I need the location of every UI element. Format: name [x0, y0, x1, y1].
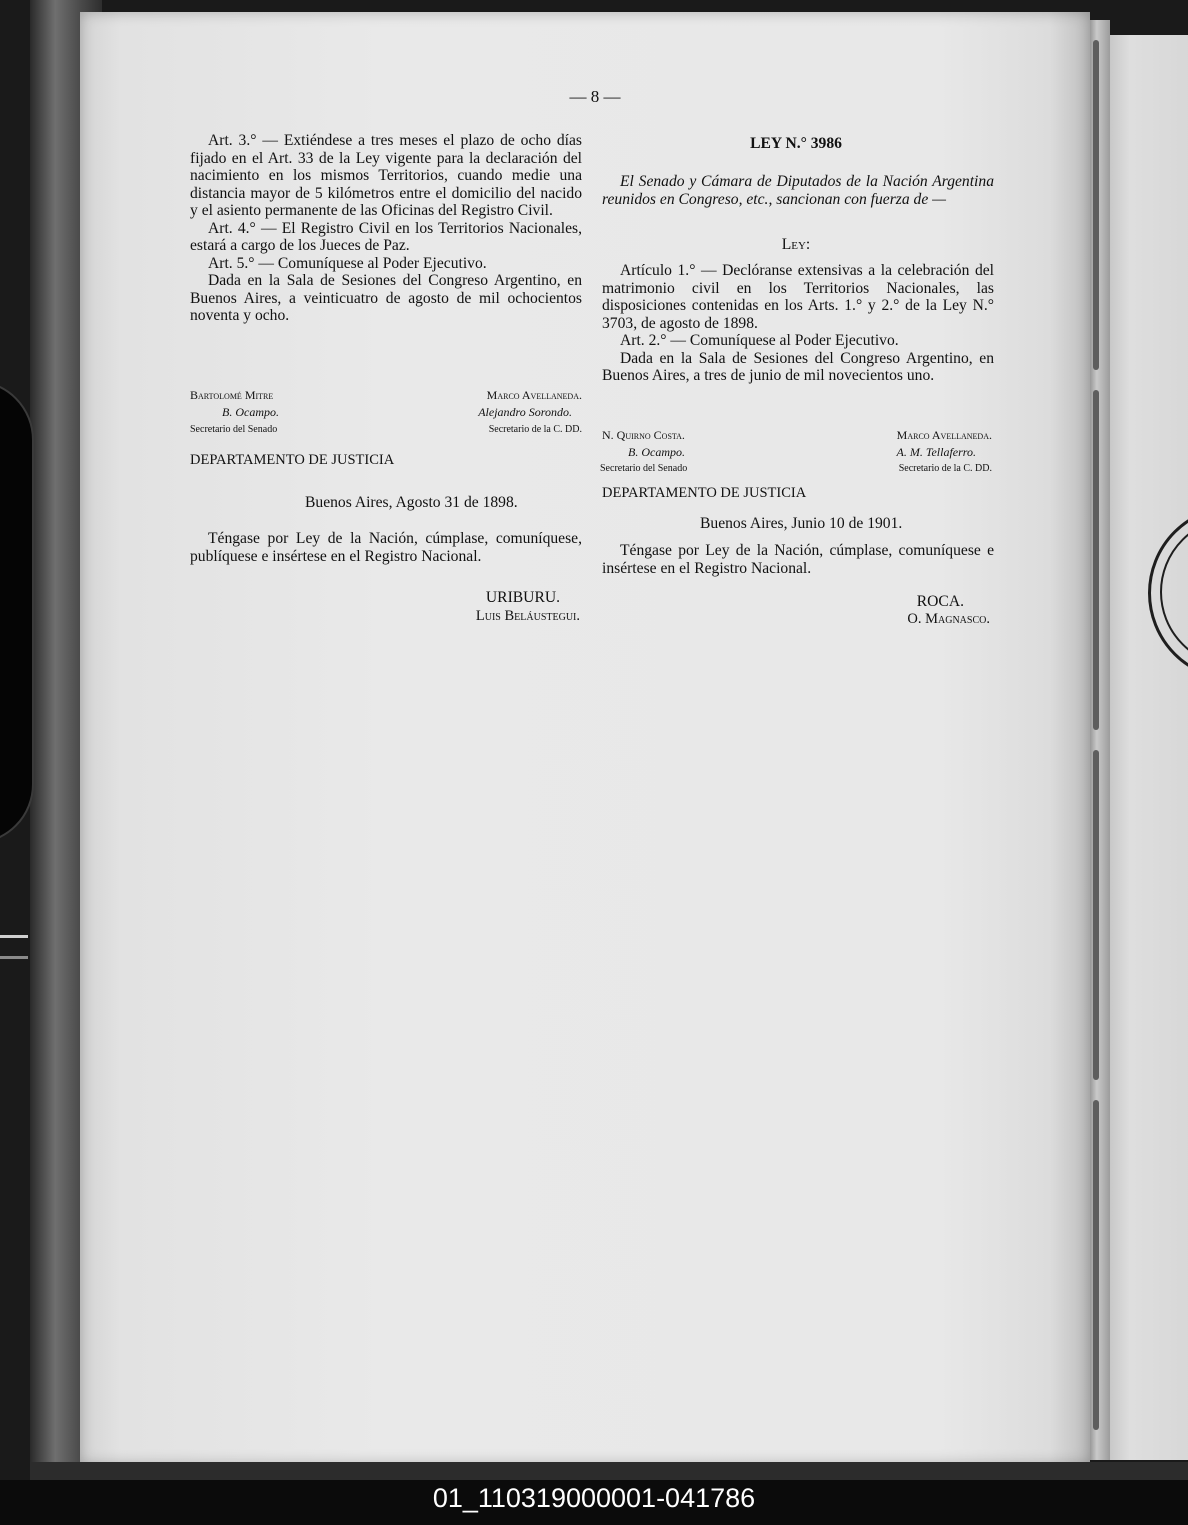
right-decree: Téngase por Ley de la Nación, cúmplase, comuníquese e insértese en el Registro Nacional. [602, 542, 994, 577]
right-signer-magnasco: O. Magnasco. [907, 611, 990, 627]
binding-stitch [1093, 390, 1099, 730]
right-signer-roca: ROCA. [916, 593, 964, 610]
facing-page-edge [1100, 35, 1188, 1460]
right-sig-left-secretary: B. Ocampo. [628, 445, 685, 459]
right-column-body [602, 262, 994, 385]
right-article-1: Artículo 1.° — Declóranse extensivas a la celebración del matrimonio civil en los Territorios Nacionales, las disposiciones contenidas en los Arts. 1.° y 2.° de la Ley N.° 3703, de agosto de 1898. [602, 262, 994, 332]
right-sig-right-secretary: A. M. Tellaferro. [896, 445, 976, 459]
left-sig-right-role: Secretario de la C. DD. [488, 424, 582, 435]
left-department: DEPARTAMENTO DE JUSTICIA [190, 452, 395, 468]
book-gutter [1088, 20, 1110, 1460]
right-sig-left-role: Secretario del Senado [600, 463, 688, 474]
law-title: LEY N.° 3986 [750, 135, 842, 152]
left-article-4: Art. 4.° — El Registro Civil en los Territorios Nacionales, estará a cargo de los Jueces de Paz. [190, 219, 582, 254]
right-article-2: Art. 2.° — Comuníquese al Poder Ejecutivo. [620, 332, 899, 349]
left-decree: Téngase por Ley de la Nación, cúmplase, comuníquese, publíquese e insértese en el Registro Nacional. [190, 530, 582, 565]
right-department: DEPARTAMENTO DE JUSTICIA [602, 485, 807, 501]
left-sig-right-secretary: Alejandro Sorondo. [478, 405, 572, 419]
left-sig-left-name: Bartolomé Mitre [190, 388, 274, 402]
image-id-caption: 01_110319000001-041786 [432, 1483, 756, 1513]
right-sig-left-name: N. Quirno Costa. [602, 428, 685, 442]
book-bottom-edge [30, 1462, 1188, 1480]
ley-heading: Ley: [781, 236, 811, 253]
law-preamble: El Senado y Cámara de Diputados de la Nación Argentina reunidos en Congreso, etc., sancionan con fuerza de — [602, 173, 994, 208]
left-signer-uriburu: URIBURU. [485, 589, 560, 606]
right-dada-paragraph: Dada en la Sala de Sesiones del Congreso Argentino, en Buenos Aires, a tres de junio de mil novecientos uno. [602, 349, 994, 384]
left-article-3: Art. 3.° — Extiéndese a tres meses el plazo de ocho días fijado en el Art. 33 de la Ley vigente para la declaración del nacimiento en los mismos Territorios, cuando medie una distancia mayor de 5 kilómetros entre el domicilio del nacido y el asiento permanente de las Oficinas del Registro Civil. [190, 132, 582, 219]
left-sig-left-secretary: B. Ocampo. [222, 405, 279, 419]
left-sig-right-name: Marco Avellaneda. [486, 388, 582, 402]
binding-stitch [1093, 1100, 1099, 1430]
left-sig-left-role: Secretario del Senado [190, 424, 278, 435]
binding-stitch [1093, 750, 1099, 1080]
left-article-5: Art. 5.° — Comuníquese al Poder Ejecutivo. [208, 254, 487, 272]
page-number: — 8 — [569, 87, 621, 106]
left-dada-paragraph: Dada en la Sala de Sesiones del Congreso Argentino, en Buenos Aires, a veinticuatro de agosto de mil ochocientos noventa y ocho. [190, 272, 582, 324]
left-column [190, 132, 582, 325]
left-date-line: Buenos Aires, Agosto 31 de 1898. [305, 494, 518, 511]
right-date-line: Buenos Aires, Junio 10 de 1901. [700, 515, 903, 532]
cable-left [0, 935, 28, 959]
dark-object-left [0, 380, 34, 844]
right-sig-right-role: Secretario de la C. DD. [898, 463, 992, 474]
binding-stitch [1093, 40, 1099, 370]
right-sig-right-name: Marco Avellaneda. [896, 428, 992, 442]
left-signer-belaustegui: Luis Beláustegui. [475, 608, 580, 624]
